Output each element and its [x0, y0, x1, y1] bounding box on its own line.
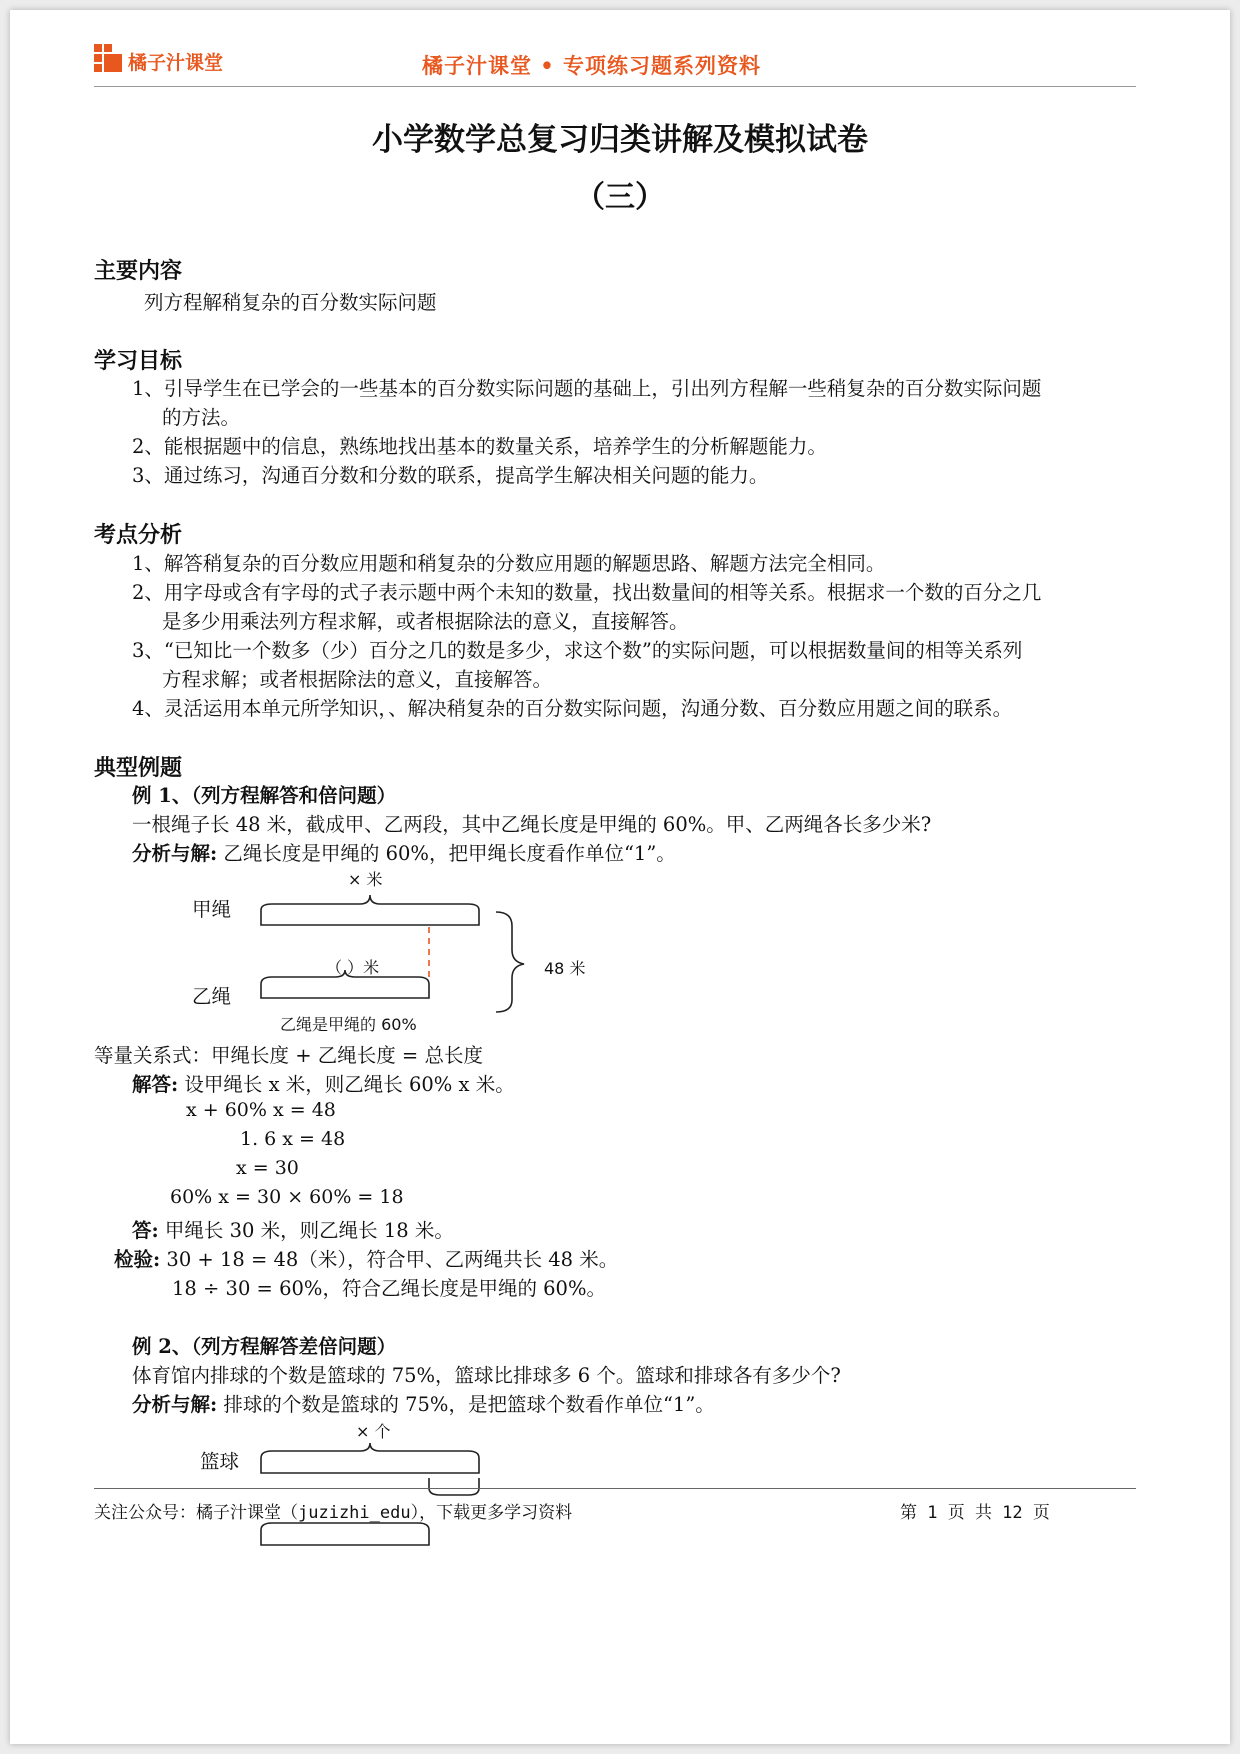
footer-left-text: 关注公众号：橘子汁课堂（juzizhi_edu），下载更多学习资料	[94, 1503, 573, 1523]
analysis-item: 方程求解；或者根据除法的意义，直接解答。	[162, 668, 553, 691]
solution-line	[132, 1069, 515, 1097]
goal-item: 的方法。	[162, 406, 241, 429]
diagram-label-a: 甲绳	[192, 898, 232, 921]
header-title: 橘子汁课堂 • 专项练习题系列资料	[422, 53, 762, 78]
solution-step: 60% x = 30 × 60% = 18	[170, 1186, 404, 1208]
example-1-title: 例 1、（列方程解答和倍问题）	[132, 784, 397, 807]
check-label: 检验:	[114, 1248, 161, 1271]
analysis-item: 2、用字母或含有字母的式子表示题中两个未知的数量，找出数量间的相等关系。根据求一个数的百分之几	[132, 581, 1042, 604]
diagram-mid-label: （ ）米	[326, 958, 380, 977]
difference-brace	[429, 1478, 479, 1495]
diagram-strokes	[10, 10, 1230, 1744]
analysis-item: 3、“已知比一个数多（少）百分之几的数是多少，求这个数”的实际问题，可以根据数量间的相等关系列	[132, 639, 1023, 662]
rope-a-bar	[261, 895, 479, 925]
answer-label: 答:	[132, 1219, 159, 1242]
answer-text: 甲绳长 30 米，则乙绳长 18 米。	[164, 1219, 454, 1242]
solution-text: 设甲绳长 x 米，则乙绳长 60% x 米。	[184, 1073, 515, 1096]
example-1-problem: 一根绳子长 48 米，截成甲、乙两段，其中乙绳长度是甲绳的 60%。甲、乙两绳各长多少米?	[132, 813, 932, 836]
document-title: 小学数学总复习归类讲解及模拟试卷	[372, 122, 868, 158]
example-2-analysis	[132, 1389, 715, 1417]
check-line	[114, 1244, 618, 1272]
equation-relation: 等量关系式：甲绳长度 + 乙绳长度 = 总长度	[94, 1044, 483, 1067]
document-page	[10, 10, 1230, 1744]
total-brace	[496, 912, 524, 1012]
diagram-2-label-a: 篮球	[200, 1450, 240, 1473]
analysis-item: 1、解答稍复杂的百分数应用题和稍复杂的分数应用题的解题思路、解题方法完全相同。	[132, 552, 886, 575]
check-line: 18 ÷ 30 = 60%，符合乙绳长度是甲绳的 60%。	[172, 1277, 606, 1300]
goal-item: 2、能根据题中的信息，熟练地找出基本的数量关系，培养学生的分析解题能力。	[132, 435, 827, 458]
solution-step: x + 60% x = 48	[186, 1099, 336, 1121]
logo-text: 橘子汁课堂	[128, 52, 224, 74]
analysis-item: 4、灵活运用本单元所学知识，、解决稍复杂的百分数实际问题，沟通分数、百分数应用题之间的联系。	[132, 697, 1013, 720]
analysis-label: 分析与解:	[132, 1393, 218, 1416]
example-2-title: 例 2、（列方程解答差倍问题）	[132, 1335, 397, 1358]
goal-item: 1、引导学生在已学会的一些基本的百分数实际问题的基础上，引出列方程解一些稍复杂的百分数实际问题	[132, 377, 1042, 400]
analysis-item: 是多少用乘法列方程求解，或者根据除法的意义，直接解答。	[162, 610, 689, 633]
main-content-text: 列方程解稍复杂的百分数实际问题	[144, 291, 437, 314]
check-text: 30 + 18 = 48（米），符合甲、乙两绳共长 48 米。	[166, 1248, 619, 1271]
footer-divider	[94, 1488, 1136, 1489]
section-heading-goals: 学习目标	[94, 349, 183, 374]
diagram-caption: 乙绳是甲绳的 60%	[280, 1015, 417, 1034]
solution-label: 解答:	[132, 1073, 179, 1096]
document-subtitle: （三）	[575, 180, 665, 215]
section-heading-analysis: 考点分析	[94, 523, 183, 548]
diagram-total-label: 48 米	[544, 959, 586, 978]
answer-line	[132, 1215, 454, 1243]
volleyball-bar	[261, 1523, 429, 1545]
diagram-2-top-label: × 个	[356, 1422, 391, 1441]
solution-step: 1. 6 x = 48	[240, 1128, 346, 1150]
example-2-problem: 体育馆内排球的个数是篮球的 75%，篮球比排球多 6 个。篮球和排球各有多少个?	[132, 1364, 841, 1387]
page-number: 第 1 页 共 12 页	[900, 1503, 1050, 1523]
analysis-text: 排球的个数是篮球的 75%，是把篮球个数看作单位“1”。	[223, 1393, 715, 1416]
goal-item: 3、通过练习，沟通百分数和分数的联系，提高学生解决相关问题的能力。	[132, 464, 769, 487]
diagram-top-label: × 米	[348, 870, 383, 889]
section-heading-main-content: 主要内容	[94, 259, 183, 284]
section-heading-examples: 典型例题	[94, 756, 183, 781]
basketball-bar	[261, 1443, 479, 1473]
analysis-text: 乙绳长度是甲绳的 60%，把甲绳长度看作单位“1”。	[223, 842, 676, 865]
solution-step: x = 30	[236, 1157, 299, 1179]
diagram-label-b: 乙绳	[192, 985, 232, 1008]
analysis-label: 分析与解:	[132, 842, 218, 865]
